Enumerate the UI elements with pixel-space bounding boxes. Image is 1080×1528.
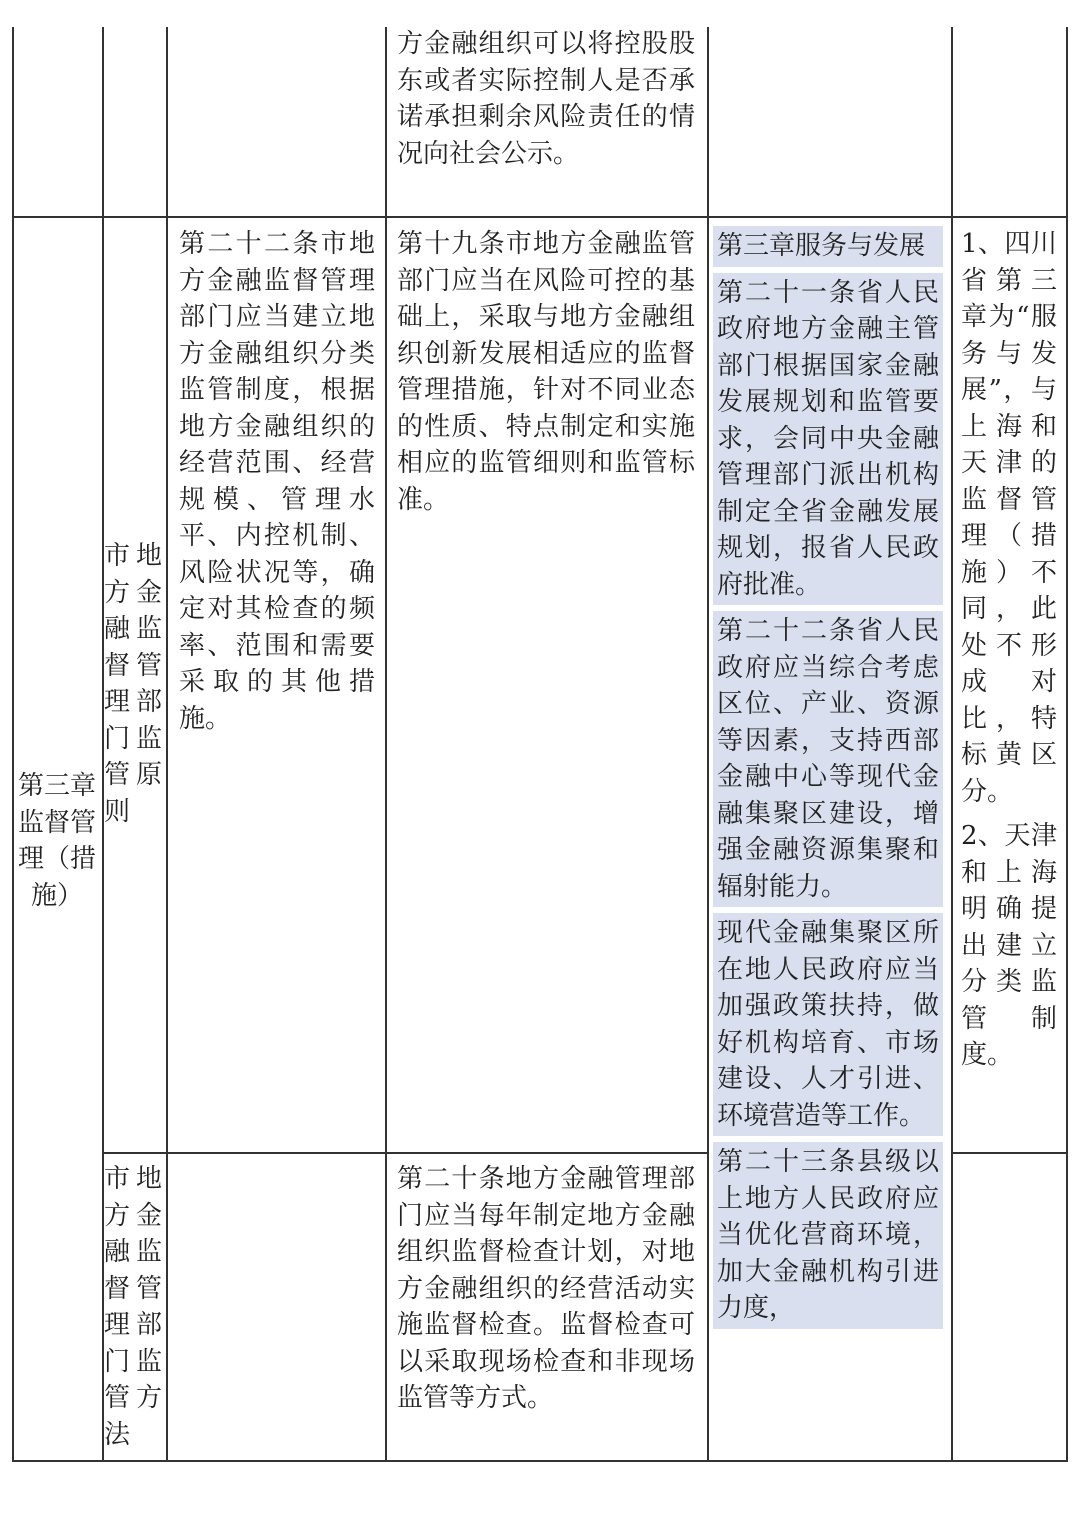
column-divider-5 [951,27,953,1462]
column-divider-2 [166,27,168,1462]
sichuan-column [713,226,943,1335]
highlighted-paragraph: 第二十三条县级以上地方人民政府应当优化营商环境，加大金融机构引进力度， [713,1142,943,1329]
highlighted-paragraph: 现代金融集聚区所在地人民政府应当加强政策扶持，做好机构培育、市场建设、人才引进、环境营造等工作。 [713,913,943,1136]
chapter-label: 第三章监督管理（措施） [17,771,96,911]
highlighted-paragraph: 第三章服务与发展 [713,226,943,267]
table-border-bottom [12,1460,1068,1462]
method-label: 市地方金融监督管理部门监管方法 [104,1164,162,1450]
article-19-text: 第十九条市地方金融监管部门应当在风险可控的基础上，采取与地方金融组织创新发展相适应的监督管理措施，针对不同业态的性质、特点制定和实施相应的监管细则和监管标准。 [397,229,695,515]
table-border-left [12,27,14,1462]
top-row-text: 方金融组织可以将控股股东或者实际控制人是否承诺承担剩余风险责任的情况向社会公示。 [397,29,695,169]
column-divider-4 [707,27,709,1462]
note-paragraph: 2、天津和上海明确提出建立分类监管制度。 [961,821,1057,1070]
row-divider-sub [102,1152,707,1154]
highlighted-paragraph: 第二十二条省人民政府应当综合考虑区位、产业、资源等因素，支持西部金融中心等现代金融集聚区建设，增强金融资源集聚和辐射能力。 [713,611,943,907]
row-divider-top [12,216,1068,218]
row-divider-notes [951,1152,1068,1154]
notes-column [961,226,1057,1082]
article-22-text: 第二十二条市地方金融监督管理部门应当建立地方金融组织分类监管制度，根据地方金融组织的经营范围、经营规模、管理水平、内控机制、风险状况等，确定对其检查的频率、范围和需要采取的其他措施。 [179,229,375,734]
column-divider-3 [385,27,387,1462]
highlighted-paragraph: 第二十一条省人民政府地方金融主管部门根据国家金融发展规划和监管要求，会同中央金融管理部门派出机构制定全省金融发展规划，报省人民政府批准。 [713,273,943,606]
principle-label: 市地方金融监督管理部门监管原则 [104,541,162,827]
article-20-text: 第二十条地方金融管理部门应当每年制定地方金融组织监督检查计划，对地方金融组织的经营活动实施监督检查。监督检查可以采取现场检查和非现场监管等方式。 [397,1164,695,1413]
table-border-right [1066,27,1068,1462]
note-paragraph: 1、四川省第三章为“服务与发展”，与上海和天津的监督管理（措施）不同，此处不形成对比，特标黄区分。 [961,229,1057,807]
